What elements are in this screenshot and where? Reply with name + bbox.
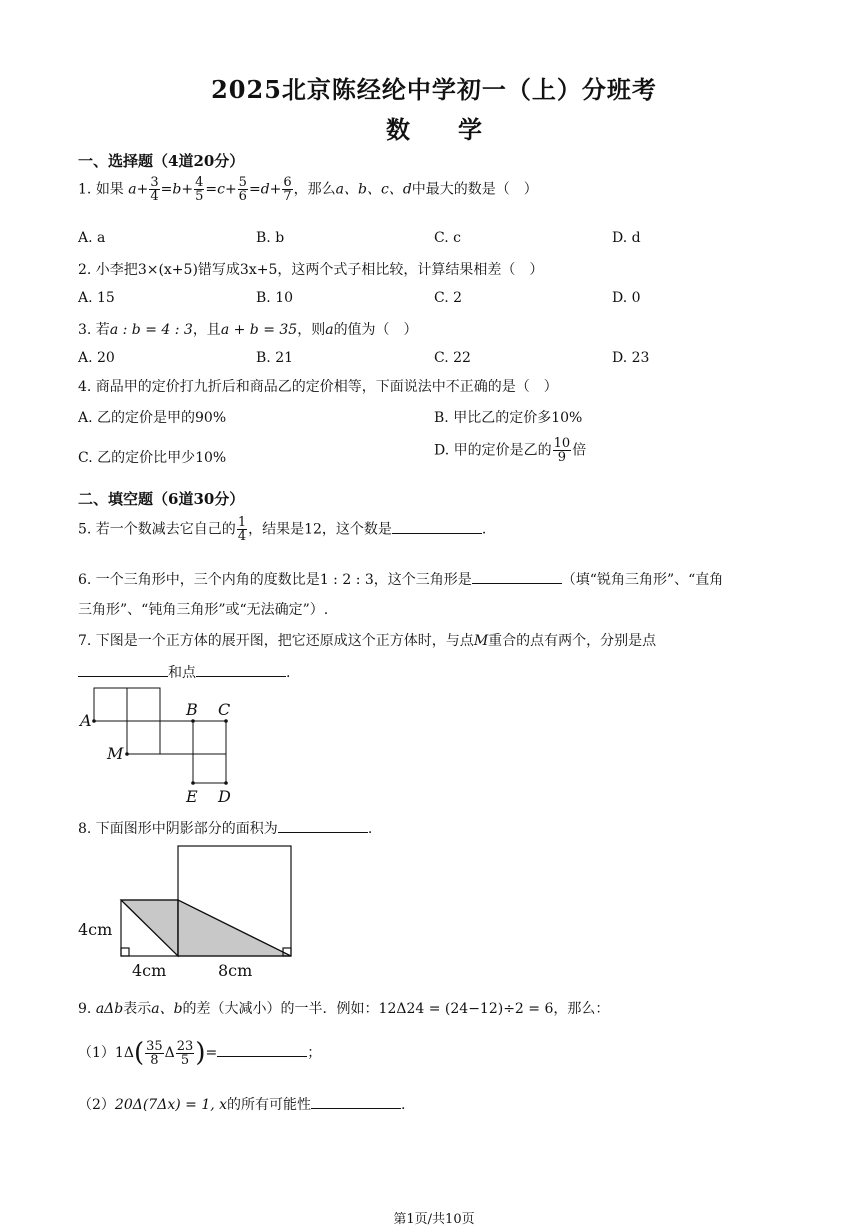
q9-p1-label: （1） <box>78 1045 115 1061</box>
q9-p2-expr: 20Δ(7Δx) = 1, x <box>114 1097 228 1113</box>
shaded-area-figure <box>74 842 299 982</box>
q5-text-b: ，结果是12，这个数是 <box>248 521 392 538</box>
q1-option-d: D. d <box>612 230 641 246</box>
label-B: B <box>186 700 198 719</box>
q1-option-c: C. c <box>434 230 461 246</box>
cube-net-figure <box>70 682 250 808</box>
q1-stem: 1. 如果 a+ $\frac{3}{4}$ =b+ $\frac{4}{5}$ =c+ $\frac{5}{6}$ =d+ $\frac{6}{7}$ ，那么a、b、c、d中最大的数是（ ） <box>78 175 538 204</box>
point-M <box>125 752 129 756</box>
q3-text-c: ，则 <box>297 322 326 338</box>
label-M: M <box>107 744 124 763</box>
point-B <box>191 719 195 723</box>
q2-option-b: B. 10 <box>256 290 294 306</box>
frac-4-5: $\frac{4}{5}$ <box>195 175 204 204</box>
subject-char-1: 数 <box>386 115 410 144</box>
q3-text-b: ，且 <box>192 322 221 338</box>
q2-text-a: 2. 小李把 <box>78 262 138 278</box>
q2-option-d: D. 0 <box>612 290 641 306</box>
q7-answer-blank-1[interactable] <box>78 662 168 677</box>
q9-p2-text: 的所有可能性 <box>227 1097 312 1113</box>
q9-p1-a: 1Δ <box>114 1045 134 1061</box>
q1-text-a: 如果 <box>95 181 124 198</box>
q2-text-c: ，这两个式子相比较，计算结果相差（ ） <box>277 262 544 278</box>
label-width-1: 4cm <box>132 961 167 980</box>
q8-end: . <box>367 821 373 837</box>
frac-3-4: $\frac{3}{4}$ <box>150 175 159 204</box>
frac-1-4: $\frac{1}{4}$ <box>237 515 247 544</box>
point-D <box>224 781 228 785</box>
subject-char-2: 学 <box>458 115 482 144</box>
q9-text-d: ，那么： <box>553 1001 610 1017</box>
q2-option-c: C. 2 <box>434 290 463 306</box>
q1-text-c: 中最大的数是（ ） <box>411 181 538 198</box>
q6-ratio: 1 : 2 : 3 <box>319 572 374 588</box>
q4-stem: 4. 商品甲的定价打九折后和商品乙的定价相等，下面说法中不正确的是（ ） <box>78 379 558 395</box>
q4-option-d <box>434 437 586 464</box>
q3-stem <box>78 319 418 339</box>
q3-option-d: D. 23 <box>612 350 650 366</box>
q9-p1-answer-blank[interactable] <box>217 1042 307 1057</box>
q2-expr1: 3×(x+5) <box>137 262 198 278</box>
q9-part2 <box>78 1094 405 1114</box>
net-square-4 <box>160 721 193 754</box>
q8-answer-blank[interactable] <box>278 818 368 833</box>
q5-text-a: 5. 若一个数减去它自己的 <box>78 521 236 538</box>
net-square-6 <box>193 754 226 783</box>
page-footer: 第1页/共10页 <box>393 1212 475 1227</box>
q2-expr2: 3x+5 <box>239 262 278 278</box>
q2-text-b: 错写成 <box>197 262 240 278</box>
q5-stem <box>78 516 486 543</box>
q1-option-a: A. a <box>78 230 106 246</box>
q6-text-c: （填“锐角三角形”、“直角 <box>561 572 724 588</box>
net-square-2 <box>127 688 160 721</box>
label-E: E <box>186 787 198 806</box>
q9-stem <box>78 998 609 1018</box>
q9-p1-end: ； <box>307 1045 322 1061</box>
label-width-2: 8cm <box>218 961 253 980</box>
frac-6-7: $\frac{6}{7}$ <box>283 175 292 204</box>
q4-option-c: C. 乙的定价比甲少10% <box>78 450 227 466</box>
q4-option-d-suffix: 倍 <box>572 442 587 459</box>
net-square-5 <box>193 721 226 754</box>
q7-text: 7. 下图是一个正方体的展开图，把它还原成这个正方体时，与点 <box>78 633 474 649</box>
frac-35-8: $\frac{35}{8}$ <box>146 1038 163 1068</box>
q5-end: . <box>481 521 487 538</box>
q1-option-b: B. b <box>256 230 285 246</box>
label-D: D <box>218 787 231 806</box>
q4-option-b: B. 甲比乙的定价多10% <box>434 410 583 426</box>
frac-5-6: $\frac{5}{6}$ <box>238 175 247 204</box>
right-angle-mark-left <box>121 948 129 956</box>
q7-line1 <box>78 630 656 650</box>
q4-option-d-text: D. 甲的定价是乙的 <box>434 442 552 459</box>
q4-option-a: A. 乙的定价是甲的90% <box>78 410 227 426</box>
q3-text-d: 的值为（ ） <box>333 322 418 338</box>
q7-text-b: 重合的点有两个，分别是点 <box>488 633 657 649</box>
q3-text-a: 3. 若 <box>78 322 110 338</box>
q7-line2 <box>78 662 290 682</box>
section2-heading: 二、填空题（6道30分） <box>78 490 245 508</box>
page-title: 2025北京陈经纶中学初一（上）分班考 <box>211 75 657 104</box>
q3-expr2: a + b = 35 <box>220 322 298 338</box>
q9-part1: （1）1Δ( $\frac{35}{8}$ Δ $\frac{23}{5}$ )= ； <box>78 1038 322 1068</box>
q3-option-a: A. 20 <box>78 350 115 366</box>
q2-option-a: A. 15 <box>78 290 115 306</box>
point-A <box>92 719 96 723</box>
q3-option-b: B. 21 <box>256 350 294 366</box>
q7-end: . <box>286 665 291 681</box>
q8-stem <box>78 818 372 838</box>
q9-p1-mid: Δ <box>164 1045 175 1061</box>
q6-line2: 三角形”、“钝角三角形”或“无法确定”）. <box>78 602 329 618</box>
q7-answer-blank-2[interactable] <box>196 662 286 677</box>
q9-example: 12Δ24 = (24−12)÷2 = 6 <box>378 1001 554 1017</box>
q9-expr: aΔb <box>95 1001 124 1017</box>
q3-option-c: C. 22 <box>434 350 471 366</box>
q6-answer-blank[interactable] <box>472 569 562 584</box>
q9-p2-answer-blank[interactable] <box>311 1094 401 1109</box>
q9-p2-end: . <box>401 1097 406 1113</box>
point-E <box>191 781 195 785</box>
q2-stem <box>78 259 543 279</box>
q8-text: 8. 下面图形中阴影部分的面积为 <box>78 821 278 837</box>
q9-vars: a、b <box>151 1001 183 1017</box>
label-A: A <box>80 711 92 730</box>
q9-text-b: 表示 <box>123 1001 152 1017</box>
label-C: C <box>218 700 231 719</box>
q1-vars: a、b、c、d <box>335 181 412 198</box>
q6-text-a: 6. 一个三角形中，三个内角的度数比是 <box>78 572 320 588</box>
q6-line1 <box>78 569 723 589</box>
net-square-3 <box>127 721 160 754</box>
q9-p1-eq: = <box>205 1045 218 1061</box>
q9-text-c: 的差（大减小）的一半．例如： <box>182 1001 379 1017</box>
subject-title <box>0 110 868 145</box>
q9-num: 9. <box>78 1001 92 1017</box>
q6-text-b: ，这个三角形是 <box>373 572 472 588</box>
q1-num: 1. <box>78 181 92 198</box>
q7-var: M <box>473 633 489 649</box>
q7-line2-mid: 和点 <box>168 665 196 681</box>
q9-p2-label: （2） <box>78 1097 115 1113</box>
q3-expr1: a : b = 4 : 3 <box>109 322 193 338</box>
q5-answer-blank[interactable] <box>392 519 482 534</box>
q1-text-b: ，那么 <box>293 181 336 198</box>
label-height: 4cm <box>78 920 113 939</box>
frac-23-5: $\frac{23}{5}$ <box>176 1038 194 1068</box>
net-square-1 <box>94 688 127 721</box>
point-C <box>224 719 228 723</box>
frac-10-9: $\frac{10}{9}$ <box>553 436 571 465</box>
q3-var: a <box>325 322 334 338</box>
section1-heading: 一、选择题（4道20分） <box>78 152 245 170</box>
